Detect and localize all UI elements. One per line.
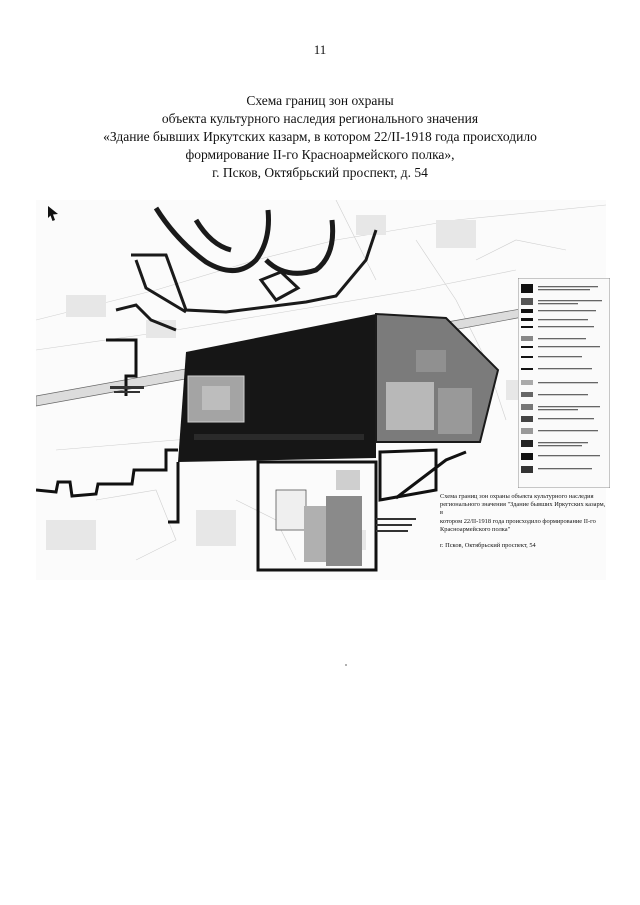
map-caption [440, 493, 608, 550]
caption-line-2: регионального значения "Здание бывших Иркутских казарм, в [440, 501, 606, 517]
title-line-1: Схема границ зон охраны [246, 93, 394, 108]
scan-speck [345, 664, 347, 666]
title-line-5: г. Псков, Октябрьский проспект, д. 54 [212, 165, 428, 180]
title-line-4: формирование II-го Красноармейского полка», [185, 147, 455, 162]
pointer-arrow-icon [46, 204, 60, 224]
caption-address: г. Псков, Октябрьский проспект, 54 [440, 542, 536, 550]
document-title [60, 92, 580, 182]
map-legend [518, 278, 610, 488]
title-line-2: объекта культурного наследия регионального значения [161, 111, 479, 126]
page-number: 11 [313, 42, 327, 57]
caption-line-4: Красноармейского полка" [440, 525, 511, 533]
caption-line-1: Схема границ зон охраны объекта культурного наследия [440, 493, 594, 500]
caption-line-3: котором 22/II-1918 года происходило формирование II-го [440, 517, 596, 525]
title-line-3: «Здание бывших Иркутских казарм, в котором 22/II-1918 года происходило [103, 129, 537, 144]
